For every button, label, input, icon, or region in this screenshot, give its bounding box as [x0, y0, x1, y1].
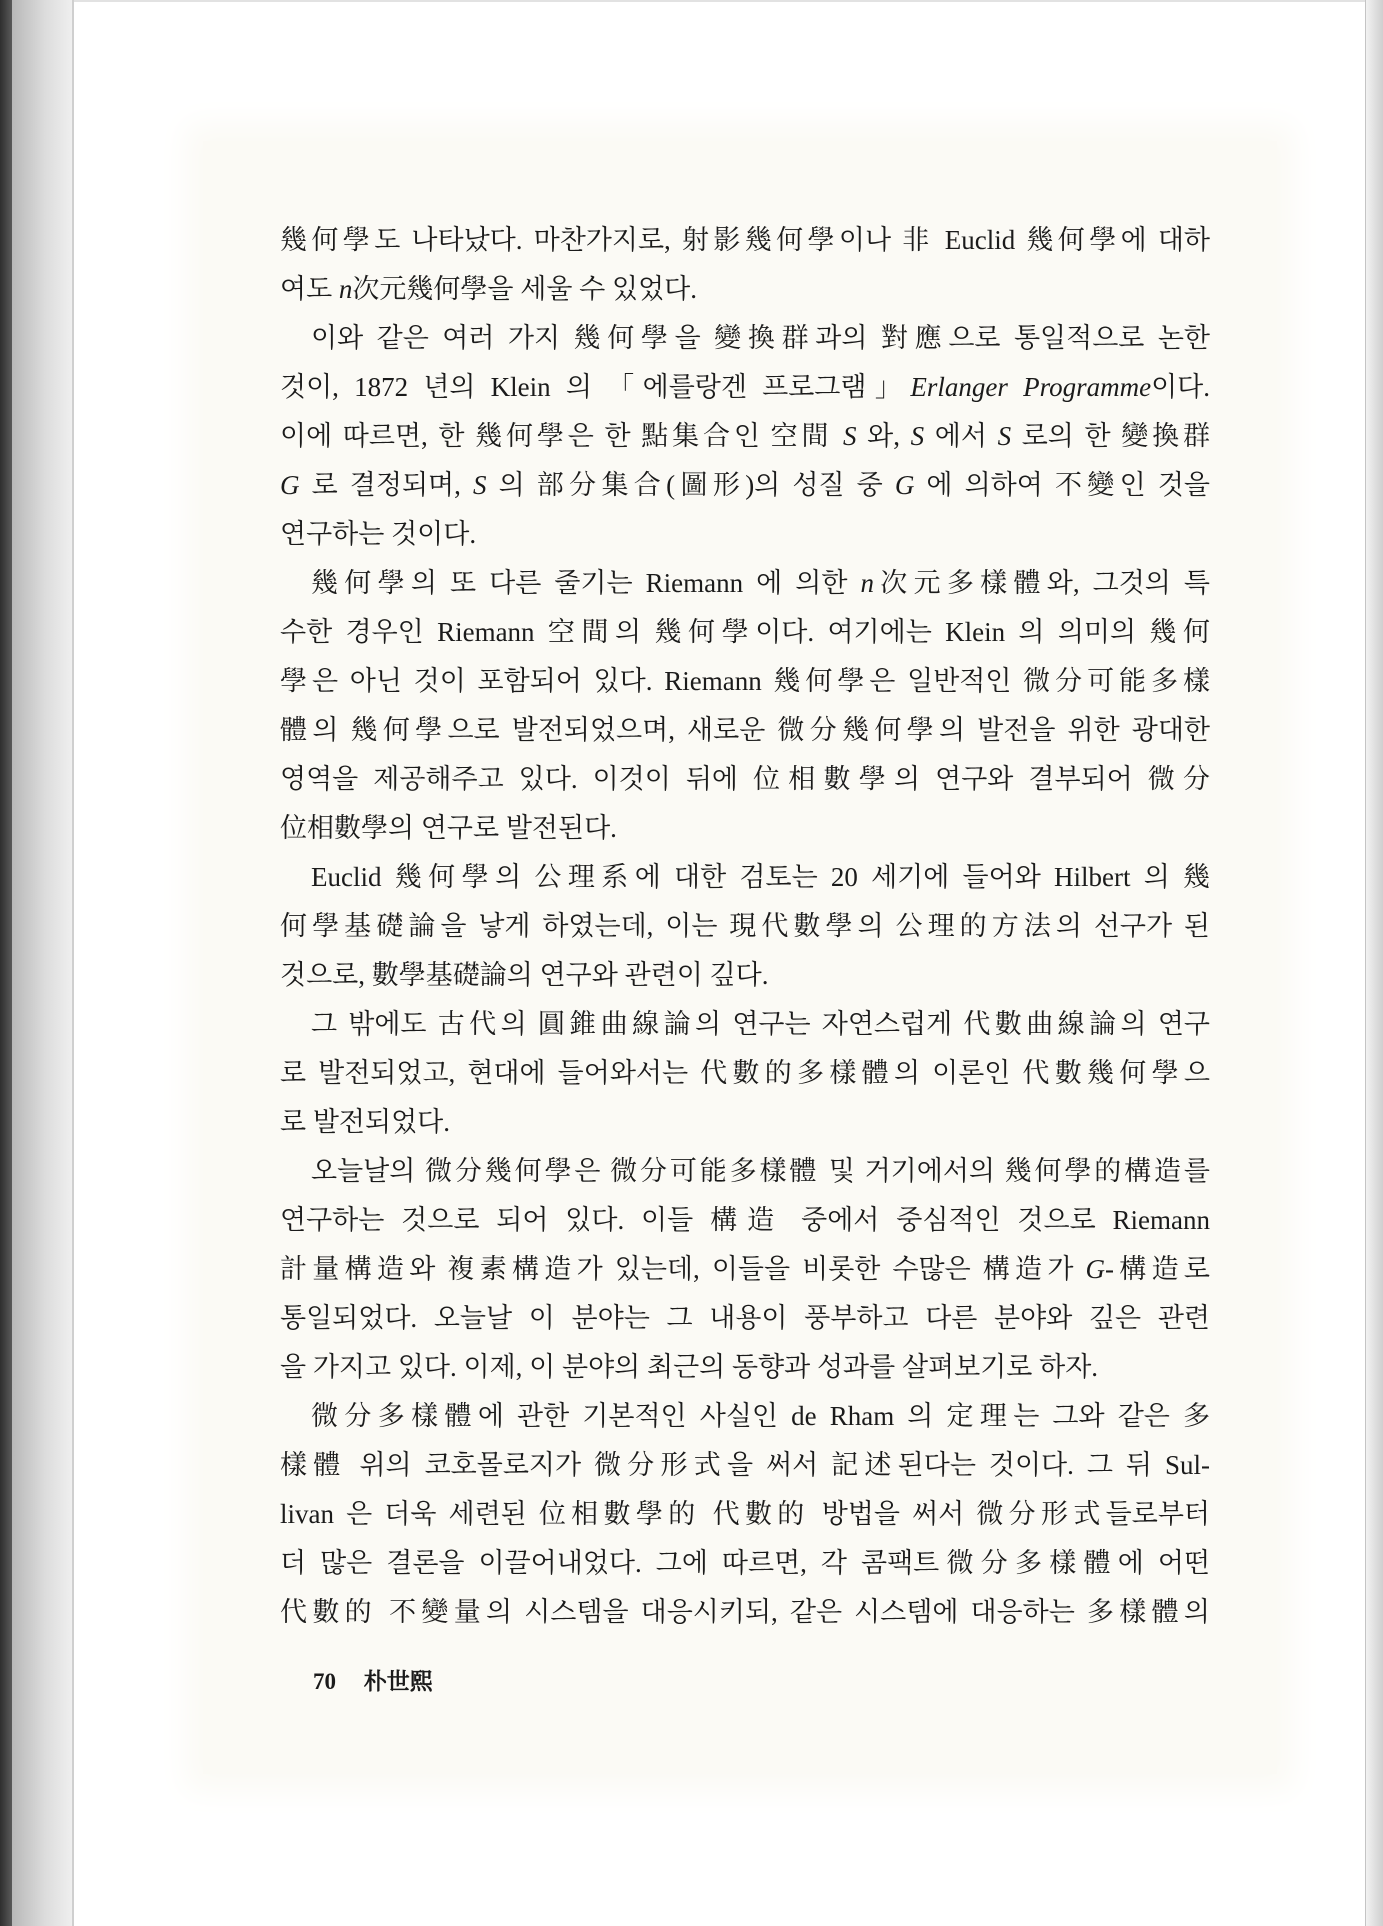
paragraph — [280, 1392, 1210, 1637]
text-line — [280, 1294, 1210, 1343]
line-text: Euclid 幾何學의 公理系에 대한 검토는 20 세기에 들어와 Hilbert 의 幾 — [311, 862, 1210, 892]
line-text: 여도 — [280, 274, 339, 304]
text-line — [280, 412, 1210, 461]
text-line — [280, 853, 1210, 902]
text-line — [280, 1441, 1210, 1490]
line-text: 오늘날의 微分幾何學은 微分可能多樣體 및 거기에서의 幾何學的構造를 — [311, 1156, 1210, 1186]
text-line — [280, 510, 1210, 559]
line-text: -構造로 — [1105, 1254, 1210, 1284]
line-text: 次元幾何學을 세울 수 있었다. — [352, 274, 697, 304]
line-text: 體의 幾何學으로 발전되었으며, 새로운 微分幾何學의 발전을 위한 광대한 — [280, 715, 1210, 745]
paragraph — [280, 314, 1210, 559]
paragraph — [280, 216, 1210, 314]
line-text: 幾何學도 나타났다. 마찬가지로, 射影幾何學이나 非 Euclid 幾何學에 대하 — [280, 225, 1210, 255]
italic-term: S — [910, 421, 925, 451]
italic-term: S — [472, 470, 487, 500]
text-line — [280, 1000, 1210, 1049]
line-text: 더 많은 결론을 이끌어내었다. 그에 따르면, 각 콤팩트微分多樣體에 어떤 — [280, 1548, 1210, 1578]
line-text: 을 가지고 있다. 이제, 이 분야의 최근의 동향과 성과를 살펴보기로 하자. — [280, 1352, 1099, 1382]
book-spine-edge — [0, 0, 12, 1926]
text-line — [280, 1196, 1210, 1245]
text-line — [280, 1245, 1210, 1294]
text-line — [280, 461, 1210, 510]
text-line — [280, 559, 1210, 608]
italic-term: n — [338, 274, 353, 304]
line-text: 그 밖에도 古代의 圓錐曲線論의 연구는 자연스럽게 代數曲線論의 연구 — [311, 1009, 1210, 1039]
italic-term: S — [997, 421, 1012, 451]
page-number: 70 — [313, 1669, 336, 1694]
text-line — [280, 1588, 1210, 1637]
line-text: 통일되었다. 오늘날 이 분야는 그 내용이 풍부하고 다른 분야와 깊은 관련 — [280, 1303, 1210, 1333]
line-text: 것으로, 數學基礎論의 연구와 관련이 깊다. — [280, 960, 769, 990]
paragraph — [280, 1147, 1210, 1392]
text-line — [280, 1343, 1210, 1392]
line-text: 이와 같은 여러 가지 幾何學을 變換群과의 對應으로 통일적으로 논한 — [311, 323, 1210, 353]
line-text: 에 의하여 不變인 것을 — [914, 470, 1210, 500]
line-text: 연구하는 것이다. — [280, 519, 477, 549]
line-text: 수한 경우인 Riemann 空間의 幾何學이다. 여기에는 Klein 의 의미의 幾何 — [280, 617, 1210, 647]
italic-term: G — [280, 470, 300, 500]
body-text — [280, 216, 1210, 1637]
text-line — [280, 1490, 1210, 1539]
line-text: 로의 한 變換群 — [1011, 421, 1210, 451]
text-line — [280, 1098, 1210, 1147]
paragraph — [280, 1000, 1210, 1147]
line-text: 學은 아닌 것이 포함되어 있다. Riemann 幾何學은 일반적인 微分可能多樣 — [280, 666, 1210, 696]
text-line — [280, 314, 1210, 363]
line-text: 이다. — [1151, 372, 1210, 402]
text-line — [280, 902, 1210, 951]
text-line — [280, 363, 1210, 412]
line-text: 微分多樣體에 관한 기본적인 사실인 de Rham 의 定理는 그와 같은 多 — [311, 1401, 1210, 1431]
line-text: 의 部分集合(圖形)의 성질 중 — [486, 470, 895, 500]
line-text: 에서 — [924, 421, 998, 451]
line-text: 何學基礎論을 낳게 하였는데, 이는 現代數學의 公理的方法의 선구가 된 — [280, 911, 1210, 941]
italic-term: G — [894, 470, 915, 500]
page-footer — [313, 1666, 433, 1698]
line-text: 位相數學의 연구로 발전된다. — [280, 813, 617, 843]
line-text: 와, — [856, 421, 911, 451]
line-text: 樣體 위의 코호몰로지가 微分形式을 써서 記述된다는 것이다. 그 뒤 Sul- — [280, 1450, 1210, 1480]
text-line — [280, 265, 1210, 314]
line-text: 영역을 제공해주고 있다. 이것이 뒤에 位相數學의 연구와 결부되어 微分 — [280, 764, 1210, 794]
italic-term: G — [1085, 1254, 1105, 1284]
line-text: livan 은 더욱 세련된 位相數學的 代數的 방법을 써서 微分形式들로부터 — [280, 1499, 1210, 1529]
text-line — [280, 1392, 1210, 1441]
italic-term: S — [843, 421, 857, 451]
paragraph — [280, 853, 1210, 1000]
page-right-edge — [1365, 0, 1383, 1926]
line-text: 연구하는 것으로 되어 있다. 이들 構造 중에서 중심적인 것으로 Riemann — [280, 1205, 1210, 1235]
line-text: 것이, 1872 년의 Klein 의 「에를랑겐 프로그램」 — [280, 372, 911, 402]
italic-term: Erlanger Programme — [910, 372, 1152, 402]
italic-term: n — [860, 568, 874, 598]
line-text: 로 발전되었고, 현대에 들어와서는 代數的多樣體의 이론인 代數幾何學으 — [280, 1058, 1210, 1088]
text-line — [280, 608, 1210, 657]
page-stack-edge — [12, 0, 74, 1926]
line-text: 次元多樣體와, 그것의 특 — [873, 568, 1210, 598]
paragraph — [280, 559, 1210, 853]
text-line — [280, 216, 1210, 265]
line-text: 이에 따르면, 한 幾何學은 한 點集合인 空間 — [280, 421, 844, 451]
text-line — [280, 951, 1210, 1000]
text-line — [280, 1147, 1210, 1196]
text-line — [280, 755, 1210, 804]
text-line — [280, 1539, 1210, 1588]
line-text: 로 발전되었다. — [280, 1107, 450, 1137]
line-text: 代數的 不變量의 시스템을 대응시키되, 같은 시스템에 대응하는 多樣體의 — [280, 1597, 1210, 1627]
text-line — [280, 657, 1210, 706]
line-text: 幾何學의 또 다른 줄기는 Riemann 에 의한 — [311, 568, 861, 598]
text-line — [280, 1049, 1210, 1098]
line-text: 로 결정되며, — [299, 470, 473, 500]
author-name: 朴世熙 — [363, 1669, 433, 1694]
text-line — [280, 804, 1210, 853]
text-line — [280, 706, 1210, 755]
line-text: 計量構造와 複素構造가 있는데, 이들을 비롯한 수많은 構造가 — [280, 1254, 1086, 1284]
